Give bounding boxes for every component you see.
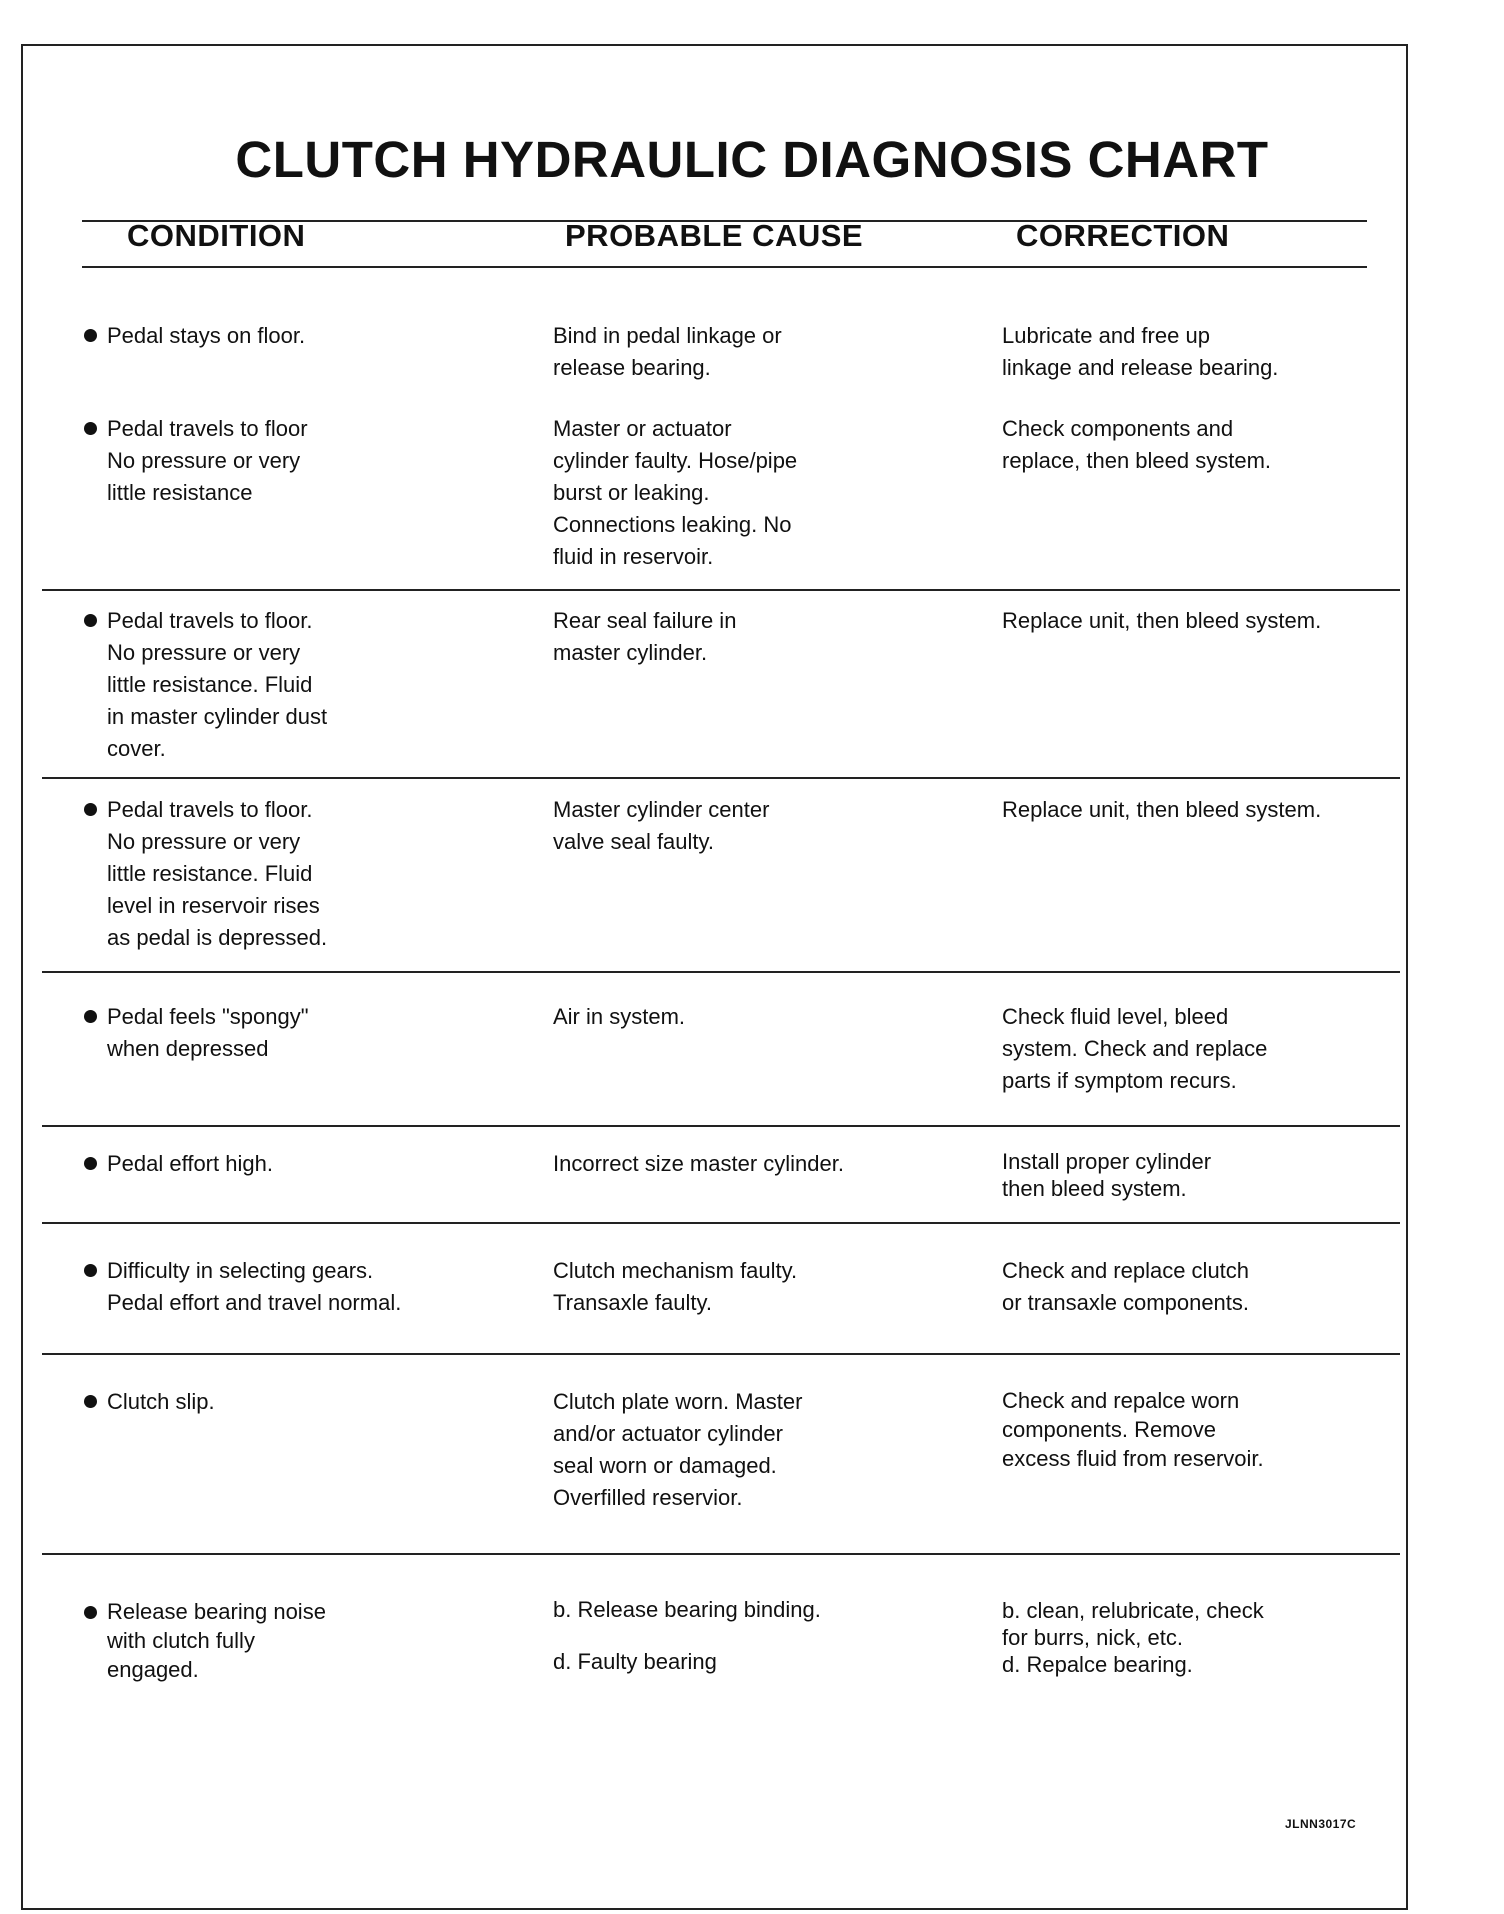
cause-cell: Clutch plate worn. Master and/or actuator cylinder seal worn or damaged. Overfilled reservior. [553,1389,803,1510]
condition-cell: Pedal effort high. [84,1148,273,1180]
cause-cell: b. Release bearing binding. d. Faulty bearing [553,1597,821,1674]
condition-cell: Pedal travels to floor No pressure or very little resistance [84,413,308,509]
bullet-icon [84,1395,97,1408]
row-divider [42,1222,1400,1224]
row-divider [42,589,1400,591]
column-header-probable-cause: PROBABLE CAUSE [565,218,864,253]
condition-cell: Difficulty in selecting gears. Pedal effort and travel normal. [84,1255,401,1319]
correction-cell: Lubricate and free up linkage and release bearing. [1002,323,1279,380]
condition-cell: Pedal travels to floor. No pressure or very little resistance. Fluid level in reservoir rises as pedal is depressed. [84,794,327,954]
correction-cell: Replace unit, then bleed system. [1002,797,1322,822]
condition-cell: Pedal stays on floor. [84,320,305,352]
cause-cell: Incorrect size master cylinder. [553,1151,844,1176]
cause-cell: Air in system. [553,1004,686,1029]
bullet-icon [84,1157,97,1170]
document-code: JLNN3017C [1285,1817,1357,1831]
cause-cell: Rear seal failure in master cylinder. [553,608,737,665]
cause-cell: Master cylinder center valve seal faulty. [553,797,770,854]
cause-cell: Clutch mechanism faulty. Transaxle faulty. [553,1258,798,1315]
column-header-condition: CONDITION [127,218,306,253]
condition-cell: Release bearing noise with clutch fully engaged. [84,1597,326,1684]
bullet-icon [84,614,97,627]
column-header-correction: CORRECTION [1016,218,1230,253]
bullet-icon [84,329,97,342]
condition-cell: Pedal travels to floor. No pressure or very little resistance. Fluid in master cylinder dust cover. [84,605,327,765]
bullet-icon [84,1606,97,1619]
correction-cell: Check and replace clutch or transaxle components. [1002,1258,1250,1315]
condition-cell: Pedal feels "spongy" when depressed [84,1001,309,1065]
cause-cell: Master or actuator cylinder faulty. Hose/pipe burst or leaking. Connections leaking. No fluid in reservoir. [553,416,798,569]
row-divider [42,1125,1400,1127]
row-divider [42,1553,1400,1555]
row-divider [42,777,1400,779]
correction-cell: Check fluid level, bleed system. Check and replace parts if symptom recurs. [1002,1004,1268,1093]
cause-cell: Bind in pedal linkage or release bearing. [553,323,782,380]
bullet-icon [84,422,97,435]
correction-cell: b. clean, relubricate, check for burrs, nick, etc. d. Repalce bearing. [1002,1598,1264,1677]
bullet-icon [84,1010,97,1023]
correction-cell: Check and repalce worn components. Remove excess fluid from reservoir. [1002,1388,1264,1471]
correction-cell: Install proper cylinder then bleed system. [1002,1149,1212,1201]
bullet-icon [84,803,97,816]
condition-cell: Clutch slip. [84,1386,215,1418]
header-top-rule [82,220,1367,222]
row-divider [42,971,1400,973]
row-divider [42,1353,1400,1355]
correction-cell: Replace unit, then bleed system. [1002,608,1322,633]
chart-title: CLUTCH HYDRAULIC DIAGNOSIS CHART [235,131,1269,188]
header-bottom-rule [82,266,1367,268]
correction-cell: Check components and replace, then bleed system. [1002,416,1272,473]
bullet-icon [84,1264,97,1277]
